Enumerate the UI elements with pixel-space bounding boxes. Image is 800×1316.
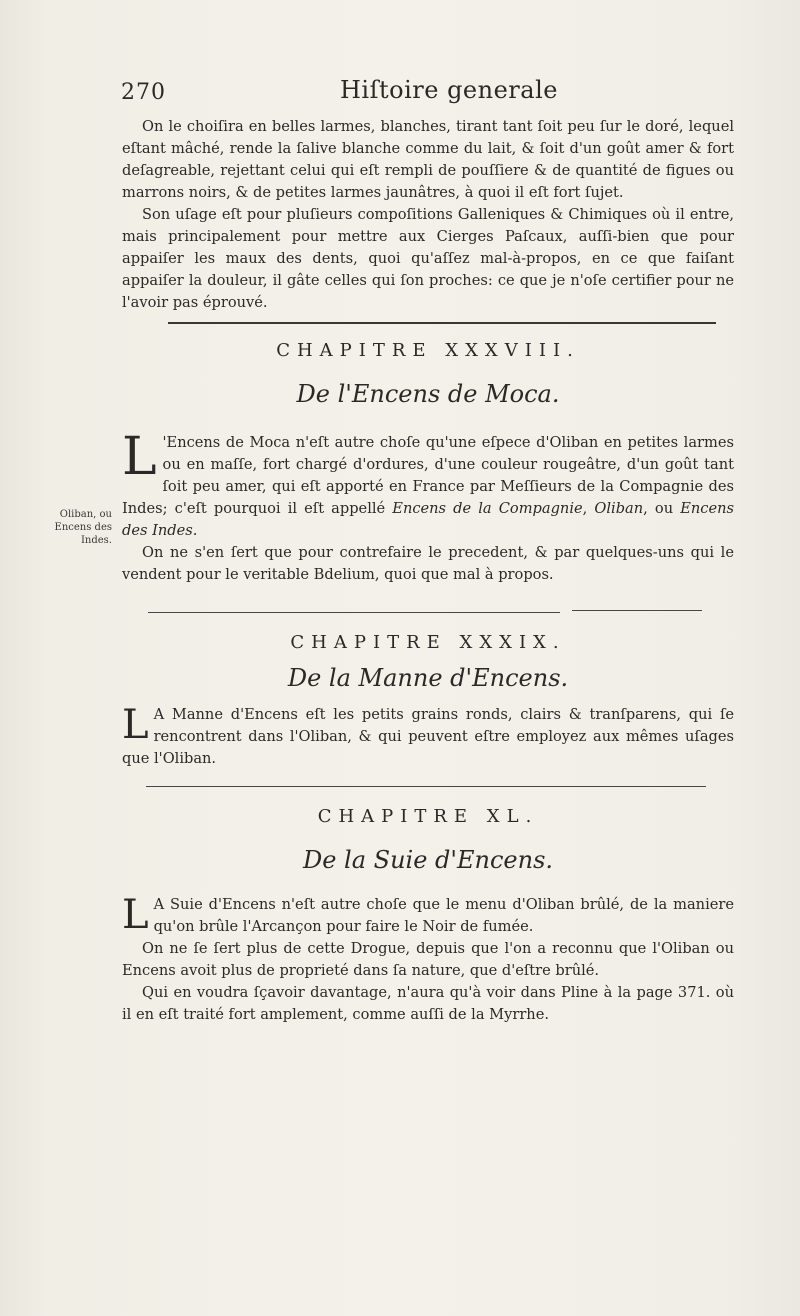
chapter-heading-40: CHAPITRE XL. [317,806,539,827]
page-number: 270 [121,80,166,105]
paragraph: Son uſage eſt pour pluſieurs compoſitions Galleniques & Chimiques où il entre, mais principalement pour mettre aux Cierges Paſcaux, auſſi-bien que pour appaiſer les maux des dents, quoi qu'aſſez mal-à-propos, en ce que faiſant appaiſer la douleur, il gâte celles qui ſon proches: ce que je n'oſe certifier pour ne l'avoir pas éprouvé. [122,206,734,311]
paragraph: On le choiſira en belles larmes, blanches, tirant tant ſoit peu ſur le doré, lequel eſtant mâché, rende la ſalive blanche comme du lait, & ſoit d'un goût amer & fort deſagreable, rejettant celui qui eſt rempli de pouſſiere & de quantité de figues ou marrons noirs, & de petites larmes jaunâtres, à quoi il eſt fort ſujet. [122,118,734,201]
chapter-38-text [122,427,734,586]
paragraph: L A Manne d'Encens eſt les petits grains ronds, clairs & tranſparens, qui ſe rencontrent dans l'Oliban, & qui peuvent eſtre employez aux mêmes uſages que l'Oliban. [122,702,734,767]
paragraph: Qui en voudra ſçavoir davantage, n'aura qu'à voir dans Pline à la page 371. où il en eſt traité fort amplement, comme auſſi de la Myrrhe. [122,984,734,1023]
drop-cap: L [122,427,157,487]
opening-section [122,116,734,314]
divider-rule [148,612,560,613]
divider-rule [168,322,716,324]
chapter-40-text [122,894,734,1026]
chapter-title-40: De la Suie d'Encens. [302,846,554,874]
chapter-heading-39: CHAPITRE XXXIX. [290,632,566,653]
chapter-39-text [122,704,734,770]
chapter-heading-38: CHAPITRE XXXVIII. [276,340,580,361]
paragraph: On ne ſe ſert plus de cette Drogue, depuis que l'on a reconnu que l'Oliban ou Encens avoit plus de proprieté dans ſa nature, que d'eſtre brûlé. [122,940,734,979]
running-title: Hiſtoire generale [340,76,558,104]
paragraph: L 'Encens de Moca n'eſt autre choſe qu'une eſpece d'Oliban en petites larmes ou en maſſe, fort chargé d'ordures, d'une couleur rougeâtre, d'un goût tant ſoit peu amer, qui eſt apporté en France par Meſſieurs de la Compagnie des Indes; c'eſt pourquoi il eſt appellé Encens de la Compagnie, Oliban, ou Encens des Indes. [122,427,734,539]
page-header [115,74,725,110]
drop-cap: L [122,892,149,938]
drop-cap: L [122,702,149,748]
chapter-title-38: De l'Encens de Moca. [296,380,560,408]
paragraph: L A Suie d'Encens n'eſt autre choſe que le menu d'Oliban brûlé, de la maniere qu'on brûle l'Arcançon pour faire le Noir de fumée. [122,892,734,938]
margin-note: Oliban, ou Encens des Indes. [54,509,112,546]
divider-rule [146,786,706,787]
divider-rule [572,610,702,611]
chapter-title-39: De la Manne d'Encens. [287,664,569,692]
paragraph: On ne s'en ſert que pour contrefaire le precedent, & par quelques-uns qui le vendent pour le veritable Bdelium, quoi que mal à propos. [122,544,734,583]
